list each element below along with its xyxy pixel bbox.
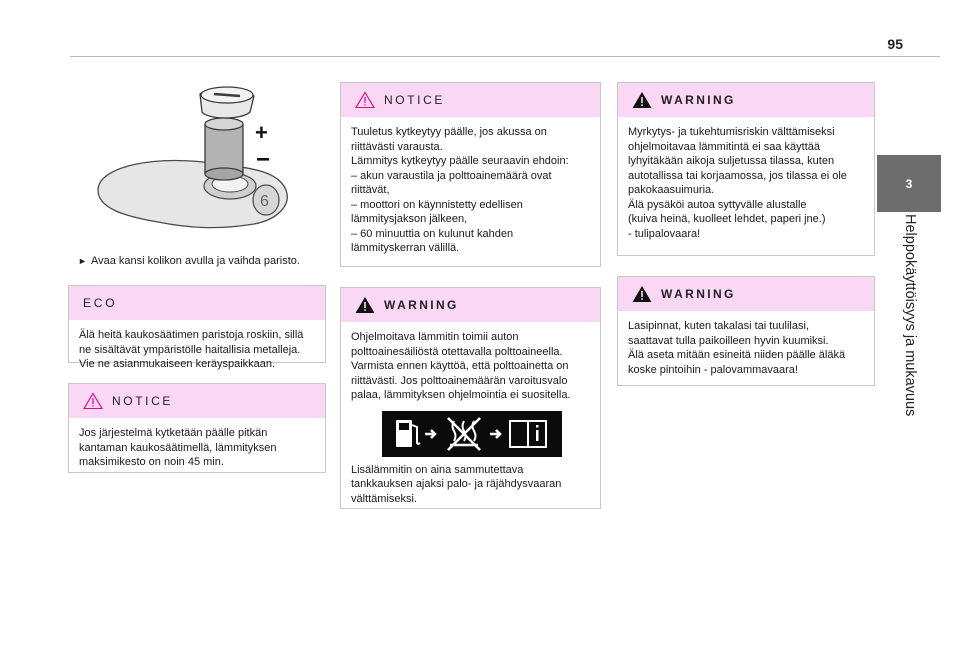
manual-book-icon (510, 421, 546, 447)
eco-head (69, 286, 325, 320)
warning-line: lyhyitäkään aikoja suljetussa tilassa, kuten (628, 155, 835, 167)
notice-body (341, 117, 600, 264)
svg-text:6: 6 (260, 193, 269, 210)
warning-head (618, 277, 874, 311)
figure-caption (68, 254, 326, 268)
notice-line: – 60 minuuttia on kulunut kahden (351, 227, 514, 240)
warning-line: palaa, lämmityksen ohjelmointia ei suositella. (351, 389, 571, 401)
notice-line: maksimikesto on noin 45 min. (79, 456, 224, 468)
warning-box (617, 276, 875, 386)
warning-box (340, 287, 601, 509)
notice-title: NOTICE (112, 394, 173, 408)
warning-line: autotallissa tai korjaamossa, jos tilassa ei ole (628, 169, 847, 182)
coin-cover-battery-icon (68, 82, 326, 250)
warning-line: Ohjelmoitava lämmitin toimii auton (351, 331, 519, 343)
warning-triangle-icon (83, 392, 103, 410)
eco-body (69, 320, 325, 380)
chapter-tab[interactable]: 3 (877, 155, 941, 212)
notice-head (341, 83, 600, 117)
warning-head (341, 288, 600, 322)
warning-body (618, 117, 874, 249)
warning-line: Varmista ennen käyttöä, että polttoainetta on (351, 360, 569, 372)
warning-line: riittävästi. Jos polttoainemäärän varoitusvalo (351, 374, 568, 387)
warning-line: ohjelmoitavaa lämmitintä ei saa käyttää (628, 140, 820, 153)
warning-title: WARNING (384, 298, 459, 312)
warning-body (618, 311, 874, 385)
column-2 (340, 82, 601, 529)
bullet-arrow-icon: ► (78, 256, 87, 266)
notice-line: – akun varaustila ja polttoainemäärä ovat (351, 169, 552, 182)
warning-line: (kuiva heinä, kuolleet lehdet, paperi jne.) (628, 213, 826, 225)
eco-line: ne sisältävät ympäristölle haitallisia metalleja. (79, 343, 301, 356)
eco-line: Vie ne asianmukaiseen keräyspaikkaan. (79, 358, 276, 370)
notice-title: NOTICE (384, 93, 445, 107)
warning-body (341, 322, 600, 514)
warning-line: tankkauksen ajaksi palo- ja räjähdysvaaran (351, 478, 562, 490)
chapter-title: Helppokäyttöisyys ja mukavuus (902, 214, 918, 417)
warning-line: pakokaasuimuria. (628, 184, 715, 196)
heater-crossed-icon (448, 418, 480, 450)
warning-line: koske pintoihin - palovammavaara! (628, 363, 798, 376)
warning-triangle-icon (355, 91, 375, 109)
warning-triangle-icon (632, 91, 652, 109)
notice-line: kantaman kaukosäätimellä, lämmityksen (79, 441, 277, 454)
remote-battery-illustration (68, 82, 326, 250)
header-rule (70, 56, 940, 57)
warning-line: - tulipalovaara! (628, 227, 701, 240)
notice-box (340, 82, 601, 267)
column-1 (68, 82, 326, 493)
notice-box (68, 383, 326, 473)
warning-title: WARNING (661, 93, 736, 107)
notice-line: riittävästi varausta. (351, 140, 443, 153)
column-3 (617, 82, 875, 406)
arrow-icon (425, 430, 435, 438)
warning-line: saattavat tulla paikoilleen hyvin kuumiksi. (628, 334, 829, 347)
notice-line: – moottori on käynnistetty edellisen (351, 198, 523, 211)
notice-line: Tuuletus kytkeytyy päälle, jos akussa on (351, 126, 547, 138)
warning-line: polttoainesäiliöstä otettavalla polttoaineella. (351, 345, 563, 358)
notice-body (69, 418, 325, 478)
warning-line: Lasipinnat, kuten takalasi tai tuulilasi, (628, 320, 809, 332)
eco-box (68, 285, 326, 370)
arrow-icon (490, 430, 500, 438)
fuel-heater-pictograms (382, 411, 562, 457)
page-number: 95 (887, 36, 903, 52)
warning-line: Myrkytys- ja tukehtumisriskin välttämiseksi (628, 126, 835, 138)
notice-line: riittävät, (351, 184, 390, 196)
warning-triangle-icon (355, 296, 375, 314)
notice-line: lämmityskerran välillä. (351, 242, 460, 254)
notice-line: Lämmitys kytkeytyy päälle seuraavin ehdoin: (351, 155, 569, 167)
warning-line: välttämiseksi. (351, 492, 418, 505)
warning-line: Älä aseta mitään esineitä niiden päälle äläkä (628, 349, 846, 361)
warning-triangle-icon (632, 285, 652, 303)
warning-head (618, 83, 874, 117)
fuel-pump-icon (396, 420, 420, 447)
svg-text:+: + (255, 120, 268, 145)
eco-line: Älä heitä kaukosäätimen paristoja roskiin, sillä (79, 329, 304, 341)
warning-box (617, 82, 875, 256)
warning-line: Älä pysäköi autoa syttyvälle alustalle (628, 198, 807, 211)
eco-title: ECO (83, 296, 118, 310)
caption-text: Avaa kansi kolikon avulla ja vaihda paristo. (91, 255, 300, 267)
warning-line: Lisälämmitin on aina sammutettava (351, 463, 524, 476)
warning-title: WARNING (661, 287, 736, 301)
notice-line: Jos järjestelmä kytketään päälle pitkän (79, 427, 268, 439)
notice-head (69, 384, 325, 418)
notice-line: lämmitysjakson jälkeen, (351, 213, 468, 225)
